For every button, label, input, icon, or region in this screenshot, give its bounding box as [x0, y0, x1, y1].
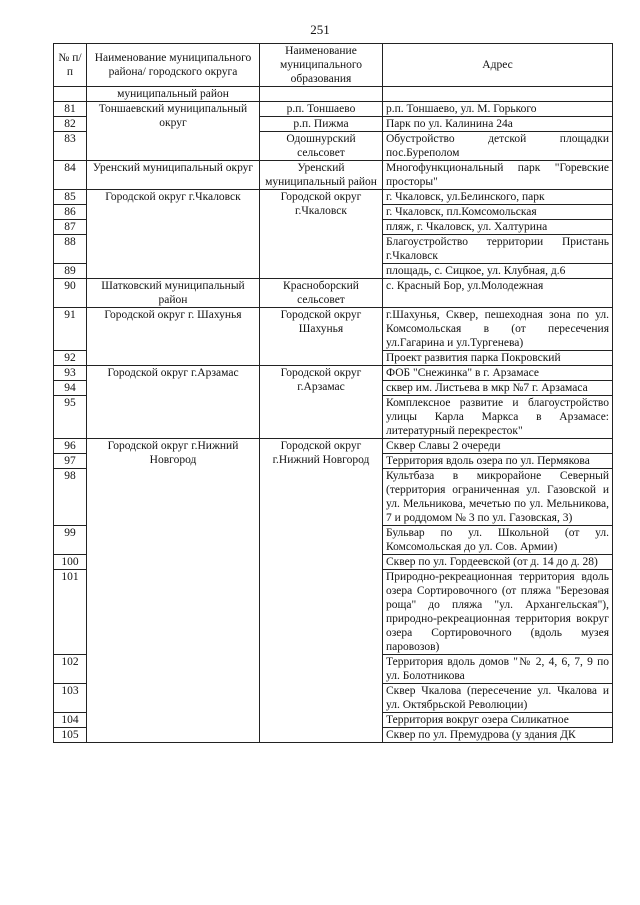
row-number: 99	[54, 526, 87, 555]
address-cell: с. Красный Бор, ул.Молодежная	[383, 279, 613, 308]
row-number: 93	[54, 366, 87, 381]
formation-cell: Городской округ Шахунья	[260, 308, 383, 366]
header-num: № п/п	[54, 44, 87, 87]
formation-cell: Городской округ г.Чкаловск	[260, 190, 383, 279]
address-cell: ФОБ "Снежинка" в г. Арзамасе	[383, 366, 613, 381]
table-header-row	[54, 44, 613, 87]
table-row	[54, 279, 613, 308]
row-number: 82	[54, 117, 87, 132]
address-cell: Территория вдоль озера по ул. Пермякова	[383, 454, 613, 469]
header-formation: Наименование муниципального образования	[260, 44, 383, 87]
row-number: 96	[54, 439, 87, 454]
row-number: 97	[54, 454, 87, 469]
district-cell: Уренский муниципальный округ	[87, 161, 260, 190]
table-body	[54, 87, 613, 743]
row-number: 83	[54, 132, 87, 161]
row-number: 102	[54, 655, 87, 684]
district-cell: Городской округ г. Шахунья	[87, 308, 260, 366]
row-number: 92	[54, 351, 87, 366]
district-cell: Городской округ г.Арзамас	[87, 366, 260, 439]
district-cell: Шатковский муниципальный район	[87, 279, 260, 308]
formation-cell: Городской округ г.Нижний Новгород	[260, 439, 383, 743]
row-number: 100	[54, 555, 87, 570]
row-number: 88	[54, 235, 87, 264]
table-row	[54, 102, 613, 117]
address-cell: Территория вокруг озера Силикатное	[383, 713, 613, 728]
table-row	[54, 161, 613, 190]
row-number: 86	[54, 205, 87, 220]
address-cell: Культбаза в микрорайоне Северный (территория ограниченная ул. Газовской и ул. Мельникова, мечетью по ул. Мельникова, 7 и роддомом № 3 по ул. Газовская, 3)	[383, 469, 613, 526]
formation-cell: Уренский муниципальный район	[260, 161, 383, 190]
table-row	[54, 308, 613, 351]
header-district: Наименование муниципального района/ городского округа	[87, 44, 260, 87]
row-number: 105	[54, 728, 87, 743]
row-number: 84	[54, 161, 87, 190]
district-cell: Городской округ г.Чкаловск	[87, 190, 260, 279]
address-cell: Бульвар по ул. Школьной (от ул. Комсомольская до ул. Сов. Армии)	[383, 526, 613, 555]
address-cell: сквер им. Листьева в мкр №7 г. Арзамаса	[383, 381, 613, 396]
address-cell: г. Чкаловск, пл.Комсомольская	[383, 205, 613, 220]
header-address: Адрес	[383, 44, 613, 87]
address-cell: пляж, г. Чкаловск, ул. Халтурина	[383, 220, 613, 235]
municipal-table	[53, 43, 613, 743]
row-number: 85	[54, 190, 87, 205]
district-cell: Городской округ г.Нижний Новгород	[87, 439, 260, 743]
row-number: 101	[54, 570, 87, 655]
address-cell: Многофункциональный парк "Горевские просторы"	[383, 161, 613, 190]
address-cell: Благоустройство территории Пристань г.Чкаловск	[383, 235, 613, 264]
row-number: 91	[54, 308, 87, 351]
table-row	[54, 190, 613, 205]
address-cell: Природно-рекреационная территория вдоль озера Сортировочного (от пляжа "Березовая роща" до пляжа "ул. Архангельская"), природно-рекреационная территория вокруг озера Сортировочного (вдоль музея паровозов)	[383, 570, 613, 655]
row-number: 103	[54, 684, 87, 713]
row-number: 98	[54, 469, 87, 526]
formation-cell: Красноборский сельсовет	[260, 279, 383, 308]
address-cell: Комплексное развитие и благоустройство улицы Карла Маркса в Арзамасе: литературный перекресток"	[383, 396, 613, 439]
formation-cell: р.п. Тоншаево	[260, 102, 383, 117]
address-cell: Обустройство детской площадки пос.Буреполом	[383, 132, 613, 161]
row-number: 95	[54, 396, 87, 439]
row-number: 89	[54, 264, 87, 279]
formation-cell: р.п. Пижма	[260, 117, 383, 132]
row-number: 94	[54, 381, 87, 396]
address-cell: г. Чкаловск, ул.Белинского, парк	[383, 190, 613, 205]
row-number: 104	[54, 713, 87, 728]
row-number: 87	[54, 220, 87, 235]
address-cell: площадь, с. Сицкое, ул. Клубная, д.6	[383, 264, 613, 279]
district-cell: Тоншаевский муниципальный округ	[87, 102, 260, 161]
formation-cell: Городской округ г.Арзамас	[260, 366, 383, 439]
address-cell: Сквер Чкалова (пересечение ул. Чкалова и ул. Октябрьской Революции)	[383, 684, 613, 713]
row-number: 90	[54, 279, 87, 308]
page-number: 251	[310, 22, 330, 37]
address-cell: р.п. Тоншаево, ул. М. Горького	[383, 102, 613, 117]
table-row	[54, 366, 613, 381]
address-cell: Сквер по ул. Премудрова (у здания ДК	[383, 728, 613, 743]
continuation-row: муниципальный район	[54, 87, 613, 102]
address-cell: Сквер по ул. Гордеевской (от д. 14 до д. 28)	[383, 555, 613, 570]
address-cell: Территория вдоль домов "№ 2, 4, 6, 7, 9 по ул. Болотникова	[383, 655, 613, 684]
address-cell: г.Шахунья, Сквер, пешеходная зона по ул. Комсомольская в (от пересечения ул.Гагарина и ул.Тургенева)	[383, 308, 613, 351]
row-number: 81	[54, 102, 87, 117]
address-cell: Проект развития парка Покровский	[383, 351, 613, 366]
formation-cell: Одошнурский сельсовет	[260, 132, 383, 161]
table-row	[54, 439, 613, 454]
address-cell: Парк по ул. Калинина 24а	[383, 117, 613, 132]
address-cell: Сквер Славы 2 очереди	[383, 439, 613, 454]
